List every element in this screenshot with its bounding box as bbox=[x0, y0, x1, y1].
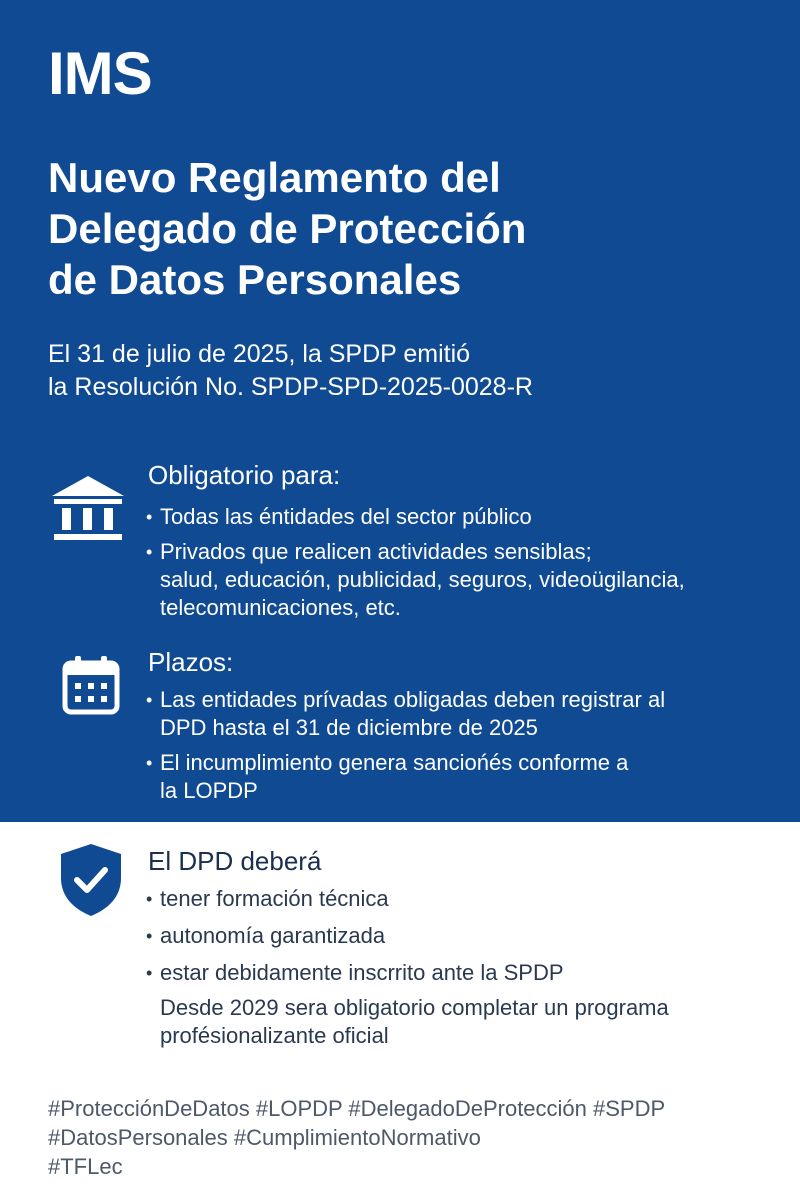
page-title bbox=[48, 152, 748, 305]
hashtag-line: #DatosPersonales #CumplimientoNormativo bbox=[48, 1125, 481, 1150]
calendar-icon bbox=[62, 655, 120, 715]
list-item bbox=[146, 749, 665, 805]
bullet-list bbox=[146, 503, 685, 629]
lead-line: la Resolución No. SPDP-SPD-2025-0028-R bbox=[48, 373, 533, 401]
bullet-list bbox=[146, 686, 665, 812]
list-item-line: telecomunicaciones, etc. bbox=[160, 595, 401, 620]
section-heading: El DPD deberá bbox=[148, 846, 322, 876]
institution-building-icon bbox=[50, 474, 126, 548]
dpd-panel bbox=[0, 822, 800, 1200]
list-item-line: • El incumplimiento genera sanciońés conforme a bbox=[160, 750, 629, 775]
list-item-line: • Todas las éntidades del sector público bbox=[160, 504, 532, 529]
hashtags bbox=[48, 1094, 768, 1181]
section-heading: Obligatorio para: bbox=[148, 460, 341, 490]
list-item-line: la LOPDP bbox=[160, 778, 258, 803]
title-line: Nuevo Reglamento del bbox=[48, 154, 501, 201]
list-item-line: • Las entidades prívadas obligadas deben registrar al bbox=[160, 687, 666, 712]
hashtag-line: #ProtecciónDeDatos #LOPDP #DelegadoDeProtección #SPDP bbox=[48, 1096, 666, 1121]
list-item: • estar debidamente inscrrito ante la SPDP bbox=[146, 959, 564, 987]
list-item-line: DPD hasta el 31 de diciembre de 2025 bbox=[160, 715, 538, 740]
title-line: de Datos Personales bbox=[48, 256, 462, 303]
hashtag-line: #TFLec bbox=[48, 1154, 123, 1179]
dpd-note bbox=[160, 994, 760, 1050]
section-heading: Plazos: bbox=[148, 647, 234, 677]
bullet-list bbox=[146, 885, 564, 996]
brand-logo: IMS bbox=[48, 40, 152, 107]
note-line: profésionalizante oficial bbox=[160, 1023, 389, 1048]
title-line: Delegado de Protección bbox=[48, 205, 527, 252]
list-item: • tener formación técnica bbox=[146, 885, 564, 913]
list-item: • autonomía garantizada bbox=[146, 922, 564, 950]
list-item bbox=[146, 686, 665, 742]
list-item bbox=[146, 503, 685, 531]
note-line: Desde 2029 sera obligatorio completar un programa bbox=[160, 995, 669, 1020]
lead-line: El 31 de julio de 2025, la SPDP emitió bbox=[48, 340, 471, 368]
lead-text bbox=[48, 338, 748, 404]
list-item bbox=[146, 538, 685, 622]
list-item-line: salud, educación, publicidad, seguros, videoügilancia, bbox=[160, 567, 685, 592]
list-item-line: • Privados que realicen actividades sensiblas; bbox=[160, 539, 592, 564]
shield-check-icon bbox=[58, 842, 124, 918]
